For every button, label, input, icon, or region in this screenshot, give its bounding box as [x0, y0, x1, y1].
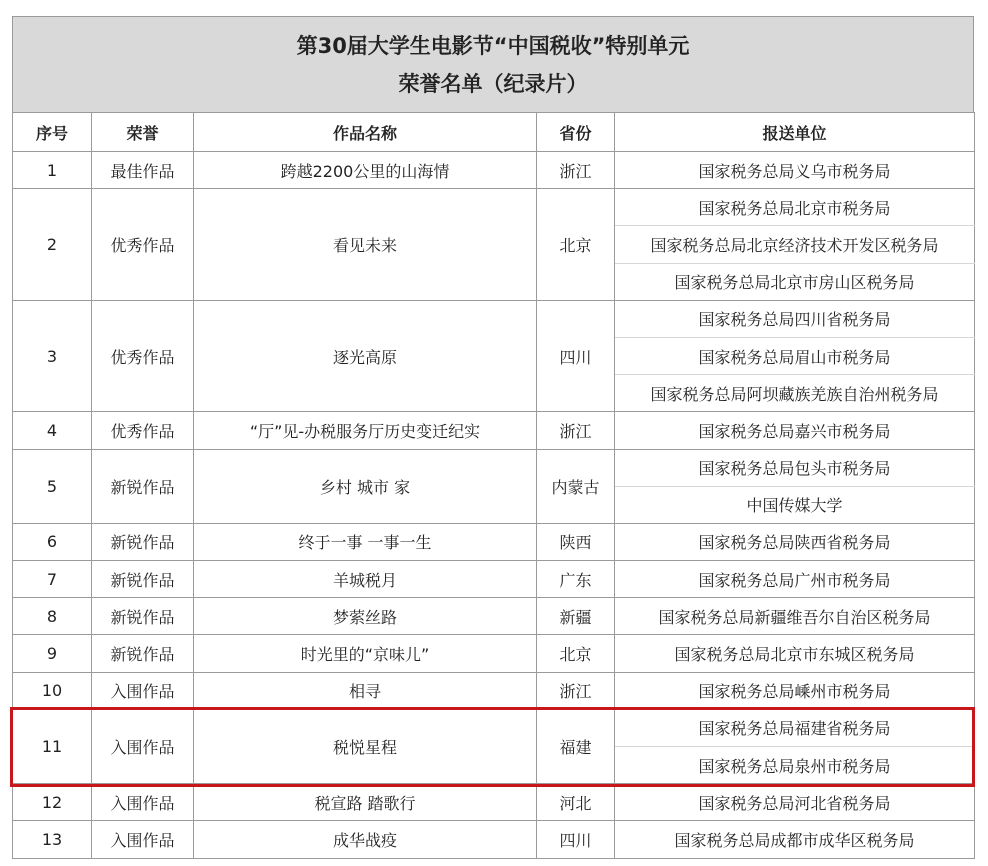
cell-name: 乡村 城市 家 — [194, 449, 537, 523]
cell-no: 4 — [13, 412, 92, 449]
cell-honor: 新锐作品 — [92, 449, 194, 523]
cell-province: 河北 — [537, 784, 615, 821]
table-header-row — [13, 113, 975, 152]
title-block — [12, 16, 974, 112]
cell-no: 11 — [13, 709, 92, 783]
cell-unit: 国家税务总局嵊州市税务局 — [615, 672, 975, 709]
document-title: 第30届大学生电影节“中国税收”特别单元 — [296, 33, 690, 58]
cell-name: 看见未来 — [194, 189, 537, 301]
header-province: 省份 — [537, 113, 615, 152]
table-row — [13, 561, 975, 598]
table-body — [13, 152, 975, 859]
cell-no: 8 — [13, 598, 92, 635]
cell-honor: 优秀作品 — [92, 412, 194, 449]
cell-name: 成华战疫 — [194, 821, 537, 858]
cell-no: 6 — [13, 523, 92, 560]
cell-unit: 国家税务总局广州市税务局 — [615, 561, 975, 598]
cell-honor: 优秀作品 — [92, 300, 194, 412]
table-row — [13, 672, 975, 709]
header-name: 作品名称 — [194, 113, 537, 152]
cell-province: 福建 — [537, 709, 615, 783]
cell-no: 5 — [13, 449, 92, 523]
cell-province: 北京 — [537, 635, 615, 672]
cell-province: 浙江 — [537, 672, 615, 709]
table-row — [13, 821, 975, 858]
cell-honor: 入围作品 — [92, 672, 194, 709]
cell-province: 广东 — [537, 561, 615, 598]
cell-unit: 国家税务总局北京市房山区税务局 — [615, 263, 975, 300]
cell-unit: 国家税务总局北京市税务局 — [615, 189, 975, 226]
cell-province: 内蒙古 — [537, 449, 615, 523]
cell-name: “厅”见-办税服务厅历史变迁纪实 — [194, 412, 537, 449]
cell-honor: 入围作品 — [92, 709, 194, 783]
honor-table — [12, 112, 975, 859]
header-no: 序号 — [13, 113, 92, 152]
cell-honor: 优秀作品 — [92, 189, 194, 301]
cell-name: 相寻 — [194, 672, 537, 709]
table-row — [13, 523, 975, 560]
cell-unit: 国家税务总局四川省税务局 — [615, 300, 975, 337]
cell-name: 终于一事 一事一生 — [194, 523, 537, 560]
table-row — [13, 152, 975, 189]
cell-no: 2 — [13, 189, 92, 301]
table-row — [13, 300, 975, 337]
cell-name: 逐光高原 — [194, 300, 537, 412]
cell-unit: 国家税务总局义乌市税务局 — [615, 152, 975, 189]
cell-name: 跨越2200公里的山海情 — [194, 152, 537, 189]
cell-unit: 国家税务总局河北省税务局 — [615, 784, 975, 821]
cell-unit: 国家税务总局包头市税务局 — [615, 449, 975, 486]
table-row — [13, 709, 975, 746]
cell-unit: 国家税务总局成都市成华区税务局 — [615, 821, 975, 858]
cell-honor: 入围作品 — [92, 784, 194, 821]
cell-honor: 最佳作品 — [92, 152, 194, 189]
document-subtitle: 荣誉名单（纪录片） — [398, 71, 588, 96]
cell-honor: 新锐作品 — [92, 523, 194, 560]
cell-unit: 国家税务总局泉州市税务局 — [615, 747, 975, 784]
cell-unit: 国家税务总局北京市东城区税务局 — [615, 635, 975, 672]
table-row — [13, 189, 975, 226]
cell-honor: 入围作品 — [92, 821, 194, 858]
table-row — [13, 598, 975, 635]
cell-unit: 国家税务总局眉山市税务局 — [615, 337, 975, 374]
cell-no: 12 — [13, 784, 92, 821]
header-honor: 荣誉 — [92, 113, 194, 152]
cell-unit: 国家税务总局新疆维吾尔自治区税务局 — [615, 598, 975, 635]
cell-province: 新疆 — [537, 598, 615, 635]
table-row — [13, 412, 975, 449]
cell-unit: 国家税务总局北京经济技术开发区税务局 — [615, 226, 975, 263]
cell-province: 北京 — [537, 189, 615, 301]
cell-name: 羊城税月 — [194, 561, 537, 598]
honor-list-sheet — [12, 16, 974, 859]
cell-honor: 新锐作品 — [92, 635, 194, 672]
cell-no: 10 — [13, 672, 92, 709]
cell-unit: 国家税务总局阿坝藏族羌族自治州税务局 — [615, 375, 975, 412]
table-row — [13, 449, 975, 486]
cell-honor: 新锐作品 — [92, 561, 194, 598]
cell-unit: 国家税务总局陕西省税务局 — [615, 523, 975, 560]
cell-name: 时光里的“京味儿” — [194, 635, 537, 672]
table-row — [13, 635, 975, 672]
cell-name: 税悦星程 — [194, 709, 537, 783]
cell-name: 梦萦丝路 — [194, 598, 537, 635]
cell-province: 浙江 — [537, 152, 615, 189]
cell-unit: 国家税务总局嘉兴市税务局 — [615, 412, 975, 449]
cell-no: 3 — [13, 300, 92, 412]
cell-unit: 中国传媒大学 — [615, 486, 975, 523]
table-row — [13, 784, 975, 821]
cell-no: 13 — [13, 821, 92, 858]
cell-honor: 新锐作品 — [92, 598, 194, 635]
cell-province: 陕西 — [537, 523, 615, 560]
cell-no: 1 — [13, 152, 92, 189]
cell-unit: 国家税务总局福建省税务局 — [615, 709, 975, 746]
cell-province: 浙江 — [537, 412, 615, 449]
cell-province: 四川 — [537, 300, 615, 412]
cell-name: 税宣路 踏歌行 — [194, 784, 537, 821]
header-unit: 报送单位 — [615, 113, 975, 152]
cell-no: 7 — [13, 561, 92, 598]
cell-province: 四川 — [537, 821, 615, 858]
cell-no: 9 — [13, 635, 92, 672]
